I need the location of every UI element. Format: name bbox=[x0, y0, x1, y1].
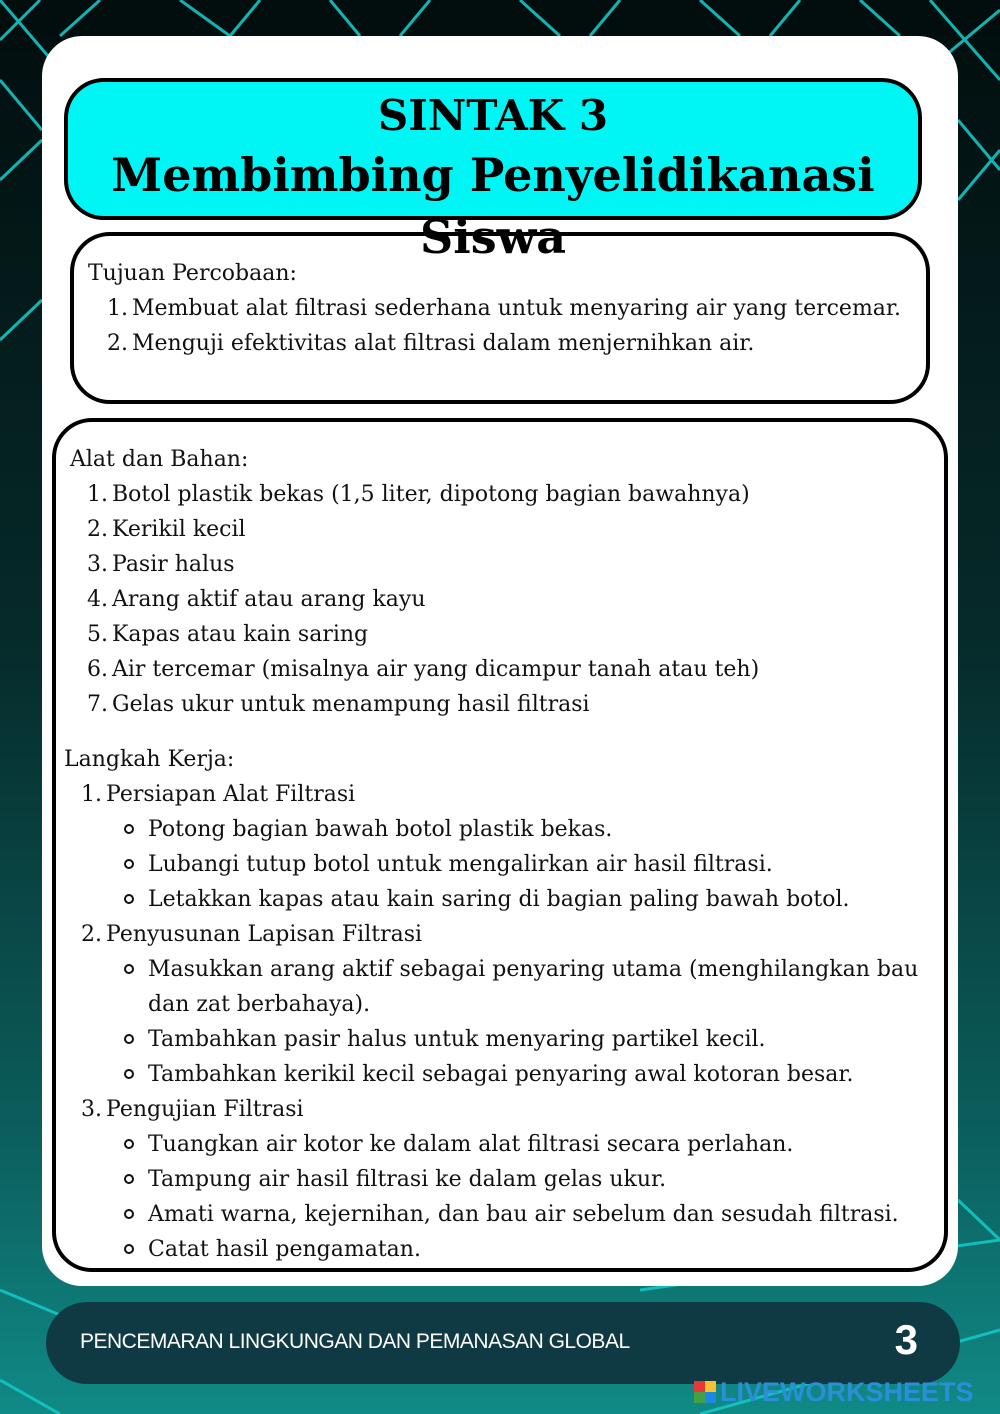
material-item bbox=[82, 687, 930, 722]
substep-text: Potong bagian bawah botol plastik bekas. bbox=[148, 817, 613, 842]
substep-item bbox=[124, 812, 944, 847]
circle-bullet-icon bbox=[124, 1174, 134, 1184]
substep-item bbox=[124, 882, 944, 917]
step-item bbox=[76, 777, 944, 917]
substep-item bbox=[124, 1022, 944, 1057]
substep-text: Lubangi tutup botol untuk mengalirkan air hasil filtrasi. bbox=[148, 852, 773, 877]
circle-bullet-icon bbox=[124, 1069, 134, 1079]
objective-heading: Tujuan Percobaan: bbox=[88, 261, 297, 286]
substep-list bbox=[76, 1127, 944, 1267]
item-number: 2. bbox=[107, 331, 128, 356]
item-text: Kerikil kecil bbox=[112, 517, 246, 542]
circle-bullet-icon bbox=[124, 1209, 134, 1219]
step-item bbox=[76, 917, 944, 1092]
step-title: Penyusunan Lapisan Filtrasi bbox=[106, 922, 423, 947]
circle-bullet-icon bbox=[124, 894, 134, 904]
step-number: 2. bbox=[81, 922, 102, 947]
material-item bbox=[82, 512, 930, 547]
step-title: Pengujian Filtrasi bbox=[106, 1097, 304, 1122]
item-text: Gelas ukur untuk menampung hasil filtrasi bbox=[112, 692, 590, 717]
circle-bullet-icon bbox=[124, 824, 134, 834]
objective-list bbox=[88, 291, 910, 361]
circle-bullet-icon bbox=[124, 1034, 134, 1044]
materials-heading: Alat dan Bahan: bbox=[70, 447, 249, 472]
footer-topic: PENCEMARAN LINGKUNGAN DAN PEMANASAN GLOBAL bbox=[80, 1330, 630, 1353]
footer-bar bbox=[46, 1302, 960, 1384]
item-text: Membuat alat filtrasi sederhana untuk menyaring air yang tercemar. bbox=[132, 296, 902, 321]
liveworksheets-text: LIVEWORKSHEETS bbox=[720, 1376, 974, 1407]
item-text: Menguji efektivitas alat filtrasi dalam menjernihkan air. bbox=[132, 331, 755, 356]
objective-box bbox=[70, 232, 930, 404]
substep-item bbox=[124, 1057, 944, 1092]
item-number: 1. bbox=[87, 482, 108, 507]
substep-item bbox=[124, 952, 944, 1022]
material-item bbox=[82, 582, 930, 617]
item-text: Kapas atau kain saring bbox=[112, 622, 369, 647]
item-text: Arang aktif atau arang kayu bbox=[112, 587, 426, 612]
steps-list bbox=[64, 777, 944, 1267]
item-number: 7. bbox=[87, 692, 108, 717]
item-number: 5. bbox=[87, 622, 108, 647]
item-number: 2. bbox=[87, 517, 108, 542]
circle-bullet-icon bbox=[124, 1244, 134, 1254]
substep-text: Tambahkan kerikil kecil sebagai penyaring awal kotoran besar. bbox=[148, 1062, 854, 1087]
materials-list bbox=[70, 477, 930, 722]
substep-text: Letakkan kapas atau kain saring di bagian paling bawah botol. bbox=[148, 887, 850, 912]
item-number: 6. bbox=[87, 657, 108, 682]
item-text: Air tercemar (misalnya air yang dicampur tanah atau teh) bbox=[112, 657, 760, 682]
circle-bullet-icon bbox=[124, 1139, 134, 1149]
liveworksheets-watermark[interactable] bbox=[694, 1376, 990, 1408]
item-number: 3. bbox=[87, 552, 108, 577]
substep-item bbox=[124, 1162, 944, 1197]
circle-bullet-icon bbox=[124, 859, 134, 869]
substep-item bbox=[124, 1232, 944, 1267]
material-item bbox=[82, 617, 930, 652]
substep-item bbox=[124, 1197, 944, 1232]
item-number: 4. bbox=[87, 587, 108, 612]
substep-item bbox=[124, 1127, 944, 1162]
step-number: 1. bbox=[81, 782, 102, 807]
item-text: Botol plastik bekas (1,5 liter, dipotong bagian bawahnya) bbox=[112, 482, 750, 507]
steps-heading: Langkah Kerja: bbox=[64, 747, 235, 772]
substep-list bbox=[76, 812, 944, 917]
material-item bbox=[82, 477, 930, 512]
liveworksheets-logo-icon bbox=[694, 1381, 716, 1403]
substep-list bbox=[76, 952, 944, 1092]
material-item bbox=[82, 547, 930, 582]
substep-text: Tampung air hasil filtrasi ke dalam gelas ukur. bbox=[148, 1167, 667, 1192]
substep-text: Tambahkan pasir halus untuk menyaring partikel kecil. bbox=[148, 1027, 766, 1052]
step-number: 3. bbox=[81, 1097, 102, 1122]
item-number: 1. bbox=[107, 296, 128, 321]
substep-item bbox=[124, 847, 944, 882]
material-item bbox=[82, 652, 930, 687]
objective-item bbox=[102, 291, 910, 326]
title-sintak: SINTAK 3 bbox=[377, 91, 609, 140]
page-number: 3 bbox=[894, 1316, 918, 1363]
item-text: Pasir halus bbox=[112, 552, 235, 577]
step-title: Persiapan Alat Filtrasi bbox=[106, 782, 356, 807]
substep-text: Amati warna, kejernihan, dan bau air sebelum dan sesudah filtrasi. bbox=[148, 1202, 899, 1227]
substep-text: Catat hasil pengamatan. bbox=[148, 1237, 421, 1262]
substep-text: Masukkan arang aktif sebagai penyaring utama (menghilangkan bau dan zat berbahaya). bbox=[148, 957, 919, 1017]
procedure-box bbox=[52, 418, 948, 1272]
objective-item bbox=[102, 326, 910, 361]
step-item bbox=[76, 1092, 944, 1267]
title-banner bbox=[64, 78, 922, 264]
substep-text: Tuangkan air kotor ke dalam alat filtrasi secara perlahan. bbox=[148, 1132, 794, 1157]
circle-bullet-icon bbox=[124, 964, 134, 974]
title-subtitle: Membimbing Penyelidikanasi Siswa bbox=[111, 148, 875, 264]
